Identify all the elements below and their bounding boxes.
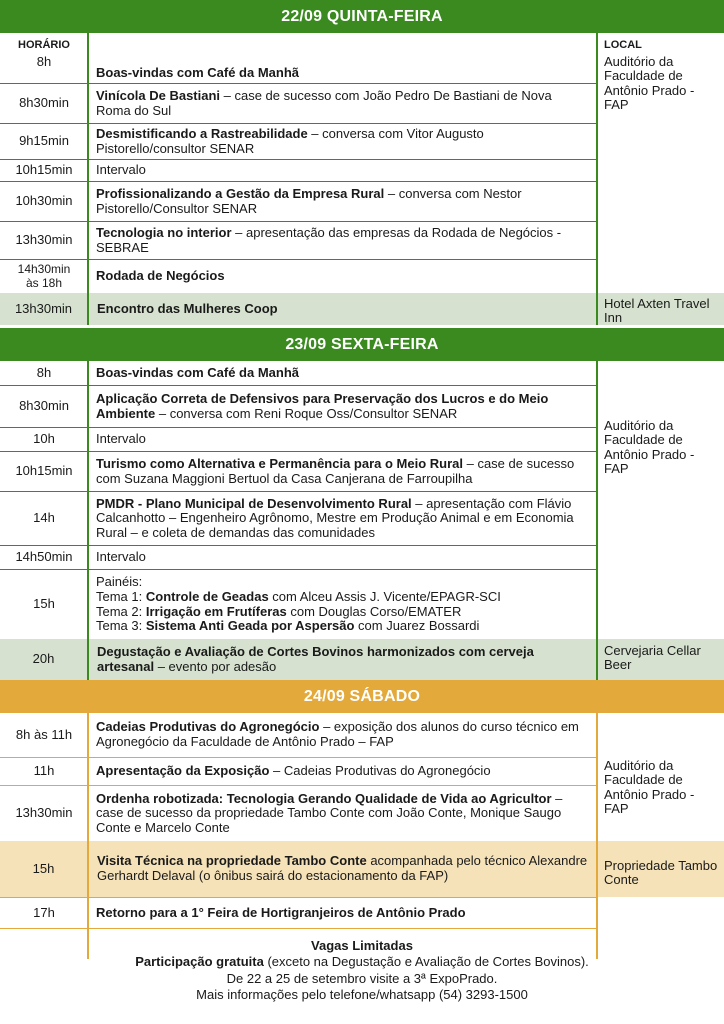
schedule-row (0, 83, 596, 123)
time-cell: 15h (0, 841, 89, 897)
event-detail: Intervalo (96, 162, 146, 178)
local-label: LOCAL (604, 39, 642, 51)
time-cell: 8h30min (19, 398, 69, 414)
event-detail: – Cadeias Produtivas do Agronegócio (269, 763, 491, 779)
schedule-row (0, 785, 596, 841)
schedule-row (0, 713, 596, 757)
horario-label: HORÁRIO (18, 39, 70, 51)
event-title: Vinícola De Bastiani (96, 87, 221, 103)
paineis-label: Painéis: (96, 574, 143, 590)
event-title: Apresentação da Exposição (96, 763, 270, 779)
event-cell (88, 160, 596, 181)
event-title: Boas-vindas com Café da Manhã (96, 65, 299, 81)
event-cell (89, 639, 598, 680)
footer-vagas: Vagas Limitadas (311, 938, 413, 953)
time-cell: 14h30min às 18h (17, 262, 71, 290)
schedule-row (0, 123, 596, 159)
time-cell: 15h (33, 596, 55, 612)
event-title: Ordenha robotizada: Tecnologia Gerando Qualidade de Vida ao Agricultor (96, 790, 552, 806)
time-cell: 9h15min (19, 133, 69, 149)
tema-label: Tema 2: (96, 603, 146, 619)
tema-title: Controle de Geadas (145, 588, 269, 604)
schedule-grid (0, 361, 724, 680)
event-title: Profissionalizando a Gestão da Empresa Rural (96, 185, 385, 201)
schedule-row-highlight (0, 293, 724, 325)
event-cell (88, 361, 596, 385)
schedule-grid (0, 33, 724, 325)
time-cell: 13h30min (15, 805, 73, 821)
time-cell: 13h30min (0, 293, 89, 325)
event-detail: – exposição dos alunos do curso técnico em Agronegócio da Faculdade de Antônio Prado – FAP (96, 719, 579, 749)
event-detail: – conversa com Vitor Augusto Pistorello/consultor SENAR (96, 125, 484, 156)
event-cell (88, 124, 596, 159)
footer-contato: Mais informações pelo telefone/whatsapp (54) 3293-1500 (196, 986, 528, 1002)
time-cell: 14h50min (15, 549, 73, 565)
event-detail: – apresentação das empresas da Rodada de Negócios - SEBRAE (96, 224, 562, 255)
schedule-row (0, 757, 596, 785)
event-title: Boas-vindas com Café da Manhã (96, 364, 299, 380)
event-cell (88, 898, 596, 928)
event-cell (88, 546, 596, 569)
schedule-row (0, 385, 596, 427)
day-section-saturday (0, 680, 724, 959)
event-title: Cadeias Produtivas do Agronegócio (96, 719, 320, 735)
event-title: Encontro das Mulheres Coop (97, 300, 278, 316)
event-cell (89, 293, 598, 325)
event-cell (88, 786, 596, 841)
time-cell: 8h30min (19, 95, 69, 111)
day-section-thursday (0, 0, 724, 325)
time-cell: 13h30min (15, 232, 73, 248)
schedule-row (0, 55, 596, 83)
event-detail: – case de sucesso com João Pedro De Bastiani de Nova Roma do Sul (96, 87, 552, 118)
schedule-row-highlight (0, 841, 724, 897)
event-detail: acompanhada pelo técnico Alexandre Gerhardt Delaval (o ônibus sairá do estacionamento da FAP) (97, 853, 588, 883)
location-text: Hotel Axten Travel Inn (604, 296, 710, 326)
tema-title: Irrigação em Frutíferas (145, 603, 287, 619)
divider (596, 361, 598, 680)
event-cell (88, 182, 596, 221)
event-title: Desmistificando a Rastreabilidade (96, 125, 308, 141)
event-cell (88, 386, 596, 427)
footer-participacao: Participação gratuita (exceto na Degustação e Avaliação de Cortes Bovinos). (135, 954, 589, 970)
event-detail: – case de sucesso da propriedade Tambo Conte com João Conte, Monique Saugo Conte e Marcelo Conte (96, 790, 563, 835)
event-cell (88, 55, 596, 83)
tema-line (96, 590, 588, 605)
event-title: Aplicação Correta de Defensivos para Preservação dos Lucros e do Meio Ambiente (96, 390, 549, 421)
event-detail: – case de sucesso com Suzana Maggioni Bertuol da Casa Canjerana de Farroupilha (96, 455, 575, 486)
time-cell: 8h às 11h (15, 726, 73, 742)
event-title: Visita Técnica na propriedade Tambo Conte (97, 853, 367, 869)
schedule-row (0, 361, 596, 385)
location-text: Auditório da Faculdade de Antônio Prado - FAP (604, 54, 695, 112)
time-cell: 8h (36, 364, 52, 380)
day-header: 23/09 SEXTA-FEIRA (0, 328, 724, 361)
time-cell: 8h (36, 54, 52, 69)
event-cell (88, 84, 596, 123)
footer-datas: De 22 a 25 de setembro visite a 3ª ExpoPrado. (226, 970, 498, 986)
event-cell (88, 222, 596, 259)
event-title: Turismo como Alternativa e Permanência para o Meio Rural (96, 455, 463, 471)
tema-detail: com Douglas Corso/EMATER (286, 603, 462, 619)
time-cell: 17h (33, 904, 55, 920)
event-cell (88, 492, 596, 545)
location-text: Auditório da Faculdade de Antônio Prado - FAP (604, 758, 695, 816)
schedule-row (0, 451, 596, 491)
event-detail: Intervalo (96, 549, 146, 565)
event-cell (88, 570, 596, 639)
event-detail: – conversa com Reni Roque Oss/Consultor SENAR (155, 405, 458, 421)
event-title: Retorno para a 1° Feira de Hortigranjeiros de Antônio Prado (96, 904, 466, 920)
schedule-row (0, 221, 596, 259)
schedule-row (0, 897, 596, 929)
event-title: Tecnologia no interior (96, 224, 232, 240)
location-text: Auditório da Faculdade de Antônio Prado - FAP (604, 418, 695, 476)
event-cell (88, 713, 596, 757)
event-detail: – apresentação com Flávio Calcanhotto – Engenheiro Agrônomo, Mestre em Produção Animal e em Economia Rural – e coleta de demandas das comunidades (96, 495, 574, 540)
event-cell (88, 758, 596, 785)
schedule-row (0, 545, 596, 569)
event-detail: Intervalo (96, 431, 146, 447)
time-cell: 10h30min (15, 193, 73, 209)
time-cell: 10h15min (15, 463, 73, 479)
event-title: PMDR - Plano Municipal de Desenvolvimento Rural (96, 495, 412, 511)
tema-line (96, 605, 588, 620)
schedule-row (0, 491, 596, 545)
event-cell (88, 428, 596, 451)
location-text: Propriedade Tambo Conte (604, 858, 718, 888)
schedule-row (0, 259, 596, 293)
time-cell: 10h15min (15, 162, 73, 178)
schedule-row (0, 181, 596, 221)
event-cell (89, 841, 598, 897)
event-title: Degustação e Avaliação de Cortes Bovinos harmonizados com cerveja artesanal (97, 643, 534, 674)
location-text: Cervejaria Cellar Beer (604, 643, 701, 673)
schedule-grid (0, 713, 724, 959)
schedule-row (0, 427, 596, 451)
schedule-row (0, 569, 596, 639)
tema-label: Tema 3: (96, 618, 146, 634)
schedule-row-highlight (0, 639, 724, 680)
event-detail: – conversa com Nestor Pistorello/Consultor SENAR (96, 185, 522, 216)
event-detail: – evento por adesão (154, 658, 277, 674)
tema-title: Sistema Anti Geada por Aspersão (145, 618, 355, 634)
day-header: 24/09 SÁBADO (0, 680, 724, 713)
tema-label: Tema 1: (96, 588, 146, 604)
day-header: 22/09 QUINTA-FEIRA (0, 0, 724, 33)
event-title: Rodada de Negócios (96, 268, 225, 284)
schedule-row (0, 159, 596, 181)
time-cell: 14h (33, 510, 55, 526)
event-cell (88, 260, 596, 293)
footer-info (0, 938, 724, 1003)
divider (596, 713, 598, 959)
tema-detail: com Alceu Assis J. Vicente/EPAGR-SCI (268, 588, 501, 604)
tema-line (96, 619, 588, 634)
tema-detail: com Juarez Bossardi (354, 618, 480, 634)
time-cell: 11h (33, 763, 55, 779)
day-section-friday (0, 328, 724, 680)
time-cell: 10h (33, 431, 55, 447)
time-cell: 20h (0, 639, 89, 680)
event-cell (88, 452, 596, 491)
